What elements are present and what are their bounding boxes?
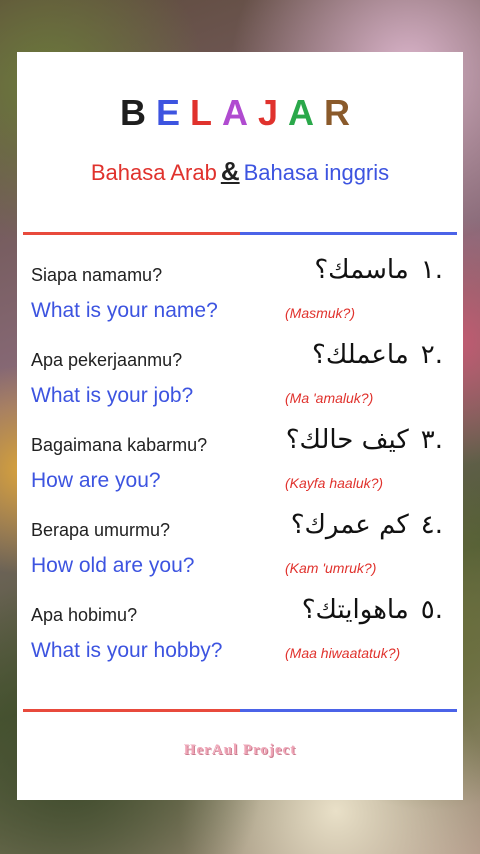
arabic-phrase [302,595,443,625]
subtitle-ampersand: & [220,156,240,186]
english-phrase: How are you? [31,469,161,492]
arabic-text: ماهوايتك؟ [301,595,409,625]
title-letter: A [288,92,325,133]
arabic-text: كيف حالك؟ [285,425,409,455]
subtitle-arabic-language: Bahasa Arab [90,160,217,185]
transliteration: (Masmuk?) [285,305,356,321]
page-title [17,92,463,134]
transliteration: (Maa hiwaatatuk?) [285,645,401,661]
phrase-row [17,595,463,680]
arabic-number: .٢ [420,340,443,370]
subtitle [17,156,463,187]
arabic-text: ماعملك؟ [312,340,409,370]
phrase-row [17,255,463,340]
arabic-number: .٤ [420,510,443,540]
bottom-divider [23,709,457,712]
title-letter: B [119,92,156,133]
title-letter: A [221,92,258,133]
lesson-card [17,52,463,800]
title-letter: L [189,92,222,133]
english-phrase: What is your name? [31,299,218,322]
arabic-number: .١ [420,255,443,285]
footer-credit: HerAul Project [183,742,297,758]
arabic-phrase [286,425,443,455]
title-letter: J [257,92,289,133]
arabic-text: كم عمرك؟ [290,510,409,540]
title-letter: R [324,92,361,133]
transliteration: (Kam 'umruk?) [285,560,377,576]
indonesian-phrase: Bagaimana kabarmu? [31,435,208,455]
top-divider [23,232,457,235]
transliteration: (Ma 'amaluk?) [285,390,374,406]
arabic-number: .٥ [420,595,443,625]
indonesian-phrase: Apa hobimu? [31,605,138,625]
phrase-row [17,425,463,510]
arabic-phrase [314,255,443,285]
title-letter: E [155,92,190,133]
arabic-number: .٣ [420,425,443,455]
indonesian-phrase: Berapa umurmu? [31,520,171,540]
indonesian-phrase: Apa pekerjaanmu? [31,350,183,370]
english-phrase: What is your job? [31,384,194,407]
transliteration: (Kayfa haaluk?) [285,475,384,491]
phrase-row [17,340,463,425]
english-phrase: How old are you? [31,554,195,577]
subtitle-english-language: Bahasa inggris [243,160,390,185]
phrase-row [17,510,463,595]
arabic-phrase [312,340,443,370]
indonesian-phrase: Siapa namamu? [31,265,163,285]
arabic-text: ماسمك؟ [314,255,409,285]
arabic-phrase [291,510,443,540]
english-phrase: What is your hobby? [31,639,223,662]
